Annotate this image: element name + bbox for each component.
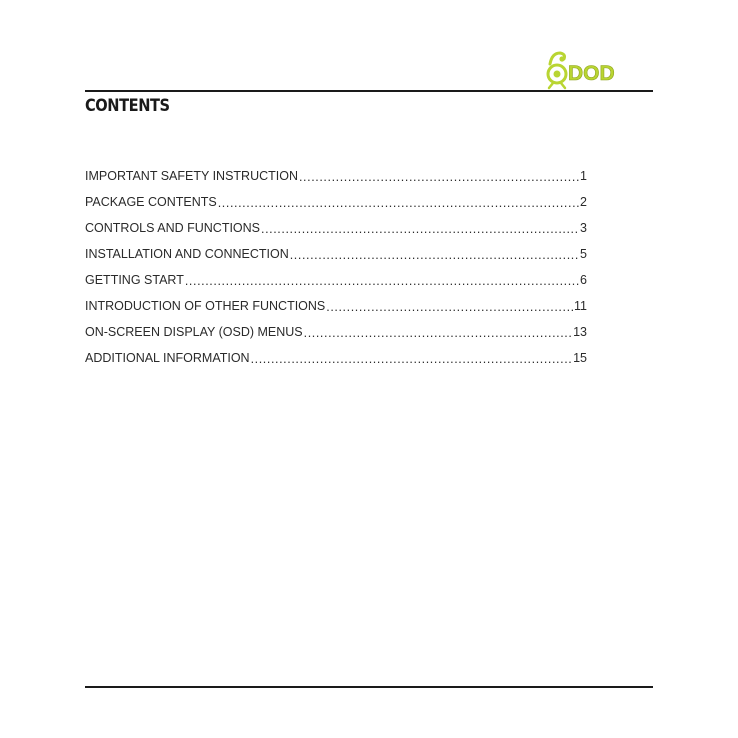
toc-entry-page-number: 2 <box>580 195 587 209</box>
toc-entry-page-number: 6 <box>580 273 587 287</box>
dod-logo <box>542 50 656 90</box>
toc-entry[interactable] <box>85 195 587 221</box>
toc-dot-leader <box>185 274 579 287</box>
toc-entry-label: PACKAGE CONTENTS <box>85 195 217 209</box>
toc-dot-leader <box>218 196 579 209</box>
toc-entry[interactable] <box>85 247 587 273</box>
toc-entry-label: INTRODUCTION OF OTHER FUNCTIONS <box>85 299 326 313</box>
toc-entry-page-number: 15 <box>573 351 587 365</box>
toc-entry[interactable] <box>85 221 587 247</box>
page-title: CONTENTS <box>85 96 170 116</box>
toc-entry[interactable] <box>85 299 587 325</box>
toc-entry[interactable] <box>85 273 587 299</box>
toc-entry-label: GETTING START <box>85 273 184 287</box>
toc-entry-label: CONTROLS AND FUNCTIONS <box>85 221 261 235</box>
toc-entry[interactable] <box>85 351 587 377</box>
toc-dot-leader <box>290 248 579 261</box>
toc-entry-label: INSTALLATION AND CONNECTION <box>85 247 289 261</box>
logo-wordmark: DOD <box>568 62 615 85</box>
dod-logo-icon <box>542 50 656 90</box>
toc-entry-page-number: 1 <box>580 169 587 183</box>
table-of-contents <box>85 169 587 377</box>
toc-dot-leader <box>299 170 579 183</box>
toc-entry[interactable] <box>85 169 587 195</box>
toc-entry-page-number: 3 <box>580 221 587 235</box>
toc-entry-label: ON-SCREEN DISPLAY (OSD) MENUS <box>85 325 303 339</box>
toc-dot-leader <box>304 326 572 339</box>
toc-dot-leader <box>251 352 573 365</box>
toc-entry-page-number: 5 <box>580 247 587 261</box>
toc-dot-leader <box>326 300 573 313</box>
toc-entry-page-number: 13 <box>573 325 587 339</box>
toc-entry-page-number: 11 <box>574 299 587 313</box>
toc-entry-label: ADDITIONAL INFORMATION <box>85 351 250 365</box>
toc-entry[interactable] <box>85 325 587 351</box>
header-rule <box>85 90 653 92</box>
footer-rule <box>85 686 653 688</box>
toc-entry-label: IMPORTANT SAFETY INSTRUCTION <box>85 169 298 183</box>
toc-dot-leader <box>261 222 579 235</box>
